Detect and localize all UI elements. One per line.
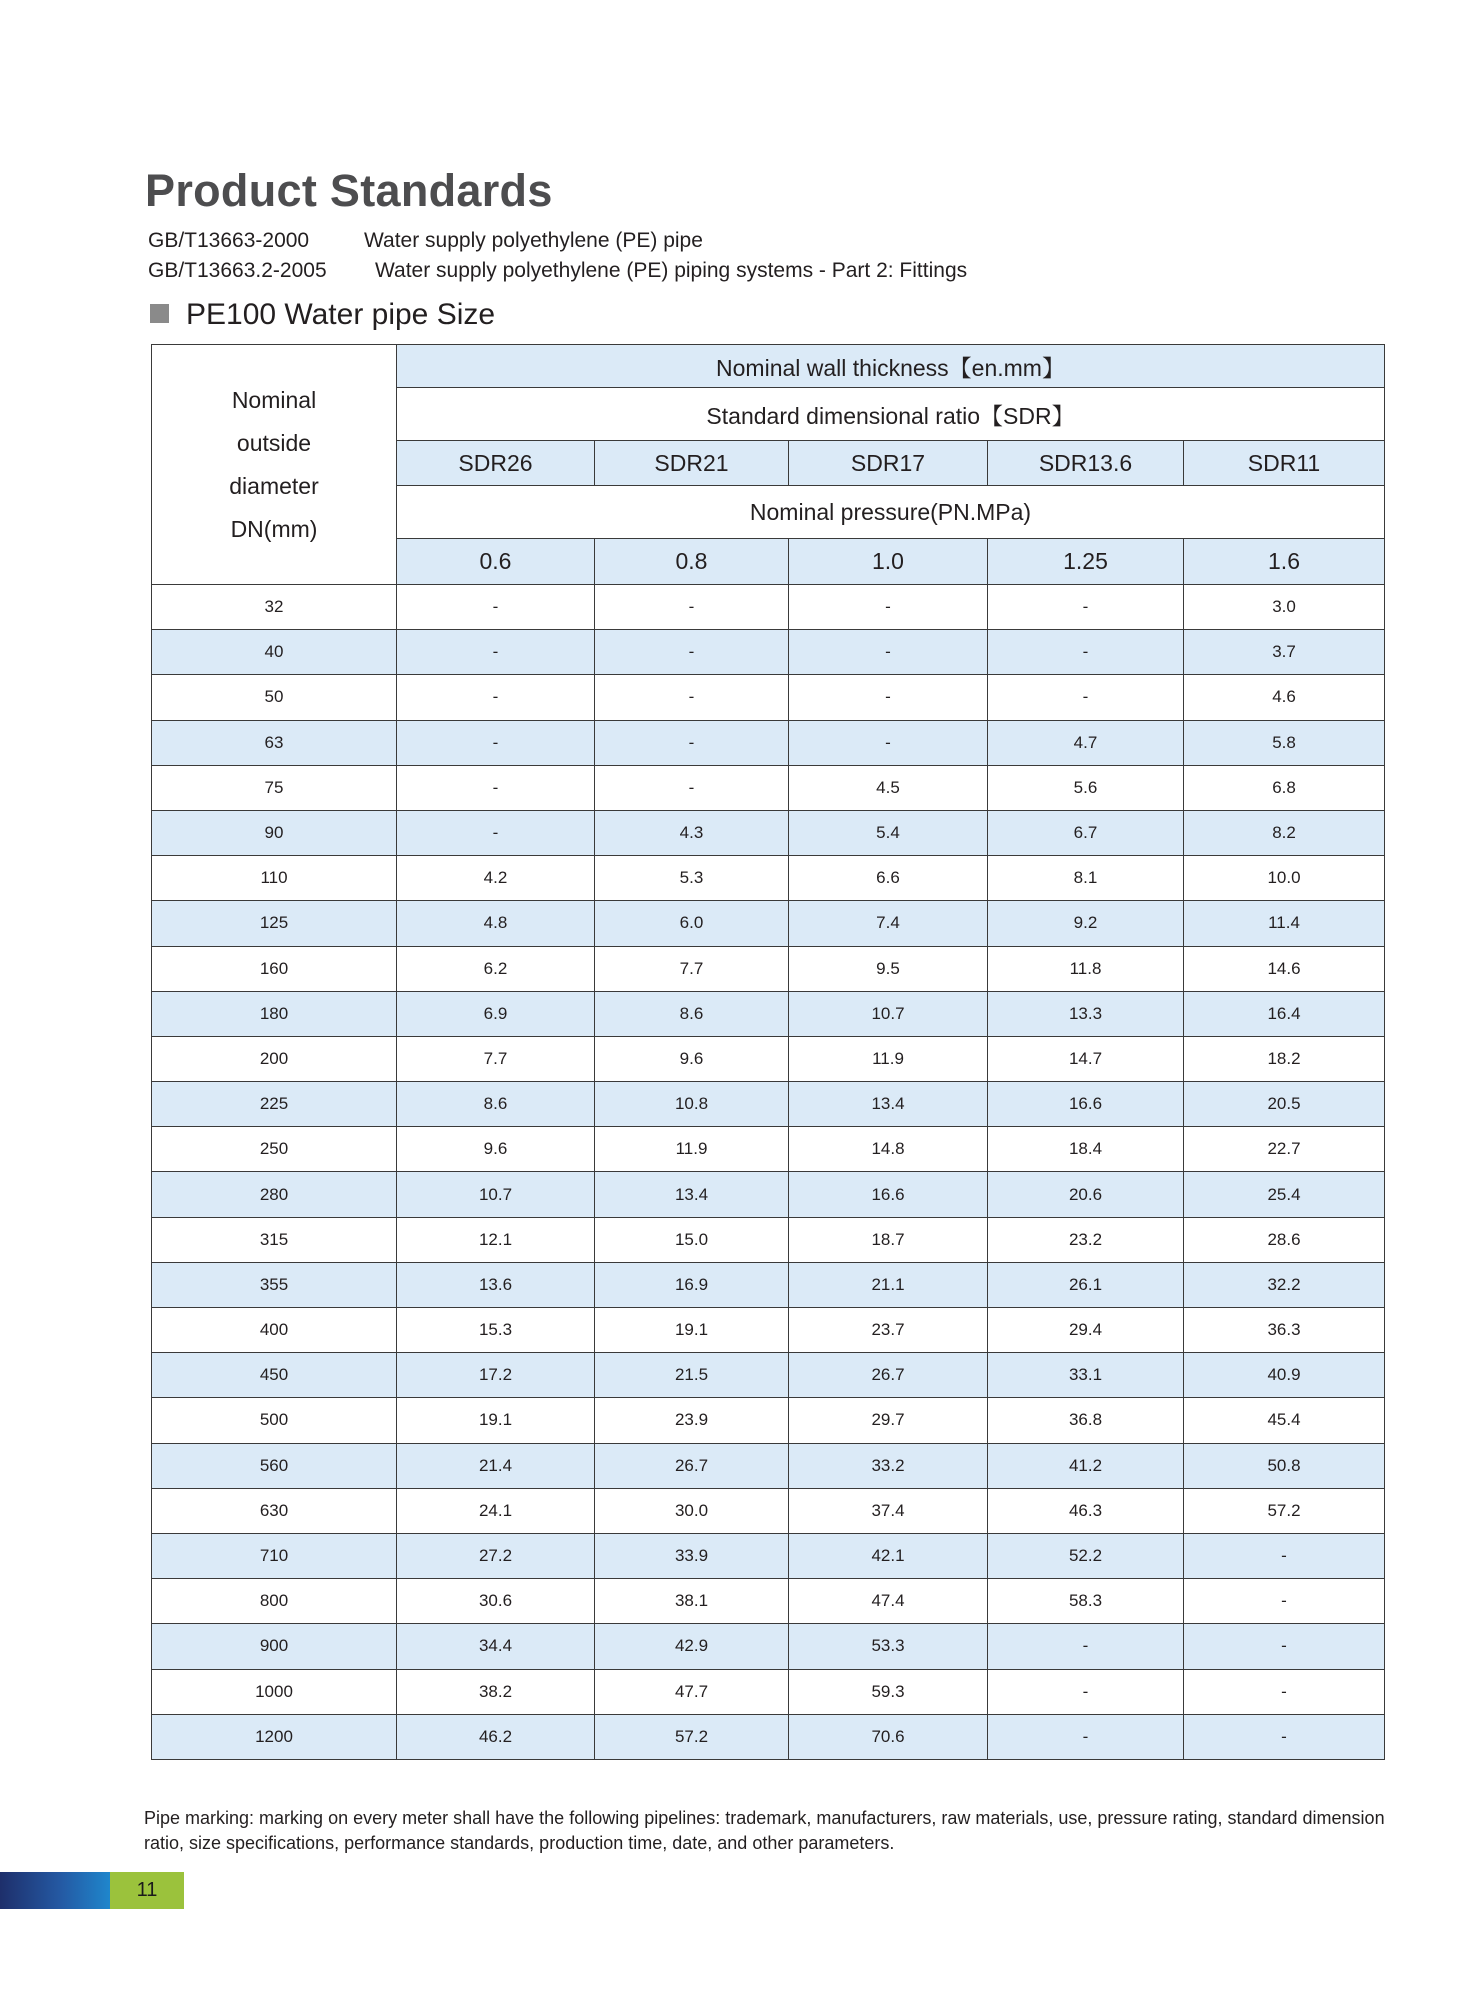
dn-cell: 800 (152, 1579, 397, 1624)
thickness-cell: 28.6 (1184, 1217, 1385, 1262)
thickness-cell: - (595, 585, 789, 630)
thickness-cell: 9.5 (789, 946, 988, 991)
dn-cell: 355 (152, 1262, 397, 1307)
thickness-cell: 46.2 (397, 1714, 595, 1759)
square-bullet-icon (150, 304, 169, 323)
thickness-cell: 6.9 (397, 991, 595, 1036)
table-row (152, 1533, 1385, 1578)
dn-cell: 40 (152, 630, 397, 675)
thickness-cell: - (988, 1624, 1184, 1669)
standard-code: GB/T13663-2000 (148, 229, 310, 252)
sdr-header: Standard dimensional ratio【SDR】 (397, 388, 1385, 441)
sdr-column-header: SDR21 (595, 441, 789, 486)
section-heading (150, 298, 495, 332)
thickness-cell: - (397, 675, 595, 720)
thickness-cell: - (789, 630, 988, 675)
thickness-cell: 20.6 (988, 1172, 1184, 1217)
thickness-cell: - (789, 675, 988, 720)
table-row (152, 720, 1385, 765)
thickness-cell: 42.1 (789, 1533, 988, 1578)
page-title: Product Standards (145, 165, 553, 216)
thickness-cell: 11.9 (595, 1127, 789, 1172)
thickness-cell: 5.3 (595, 856, 789, 901)
dn-cell: 710 (152, 1533, 397, 1578)
thickness-cell: 6.7 (988, 810, 1184, 855)
thickness-cell: - (397, 765, 595, 810)
thickness-cell: 33.9 (595, 1533, 789, 1578)
thickness-cell: - (397, 585, 595, 630)
thickness-cell: 26.7 (789, 1353, 988, 1398)
dn-cell: 90 (152, 810, 397, 855)
dn-cell: 630 (152, 1488, 397, 1533)
thickness-cell: 5.6 (988, 765, 1184, 810)
pressure-column-header: 0.8 (595, 539, 789, 585)
thickness-cell: 10.7 (397, 1172, 595, 1217)
pipe-marking-note: Pipe marking: marking on every meter shall have the following pipelines: trademark, manufacturers, raw materials, use, pressure rating, standard dimension ratio, size specifications, performance standards, production time, date, and other parameters. (144, 1808, 1385, 1853)
thickness-cell: 14.8 (789, 1127, 988, 1172)
thickness-cell: 8.6 (397, 1082, 595, 1127)
thickness-cell: 16.4 (1184, 991, 1385, 1036)
dn-cell: 110 (152, 856, 397, 901)
thickness-cell: - (595, 675, 789, 720)
table-row (152, 1308, 1385, 1353)
thickness-cell: 19.1 (595, 1308, 789, 1353)
pressure-column-header: 1.25 (988, 539, 1184, 585)
dn-cell: 160 (152, 946, 397, 991)
table-row (152, 901, 1385, 946)
standard-code: GB/T13663.2-2005 (148, 259, 327, 282)
thickness-cell: 15.3 (397, 1308, 595, 1353)
thickness-cell: - (789, 720, 988, 765)
dn-cell: 560 (152, 1443, 397, 1488)
thickness-cell: 46.3 (988, 1488, 1184, 1533)
table-row (152, 585, 1385, 630)
thickness-cell: - (595, 765, 789, 810)
thickness-cell: - (1184, 1624, 1385, 1669)
thickness-cell: 4.5 (789, 765, 988, 810)
thickness-cell: 7.7 (595, 946, 789, 991)
thickness-cell: - (1184, 1579, 1385, 1624)
thickness-cell: 41.2 (988, 1443, 1184, 1488)
thickness-cell: 36.8 (988, 1398, 1184, 1443)
sdr-column-header: SDR17 (789, 441, 988, 486)
thickness-cell: 8.1 (988, 856, 1184, 901)
dn-cell: 63 (152, 720, 397, 765)
table-row (152, 1353, 1385, 1398)
thickness-cell: 27.2 (397, 1533, 595, 1578)
thickness-cell: 17.2 (397, 1353, 595, 1398)
thickness-cell: 7.4 (789, 901, 988, 946)
dn-cell: 1200 (152, 1714, 397, 1759)
wall-thickness-header: Nominal wall thickness【en.mm】 (397, 345, 1385, 388)
table-body (152, 585, 1385, 1760)
thickness-cell: 18.2 (1184, 1036, 1385, 1081)
dn-cell: 400 (152, 1308, 397, 1353)
table-row (152, 765, 1385, 810)
pipe-size-table (151, 344, 1385, 1760)
thickness-cell: - (1184, 1669, 1385, 1714)
thickness-cell: 25.4 (1184, 1172, 1385, 1217)
thickness-cell: 21.4 (397, 1443, 595, 1488)
standard-description: Water supply polyethylene (PE) piping systems - Part 2: Fittings (375, 259, 968, 282)
thickness-cell: 4.3 (595, 810, 789, 855)
thickness-cell: - (397, 630, 595, 675)
table-row (152, 675, 1385, 720)
thickness-cell: - (1184, 1533, 1385, 1578)
pressure-column-header: 1.0 (789, 539, 988, 585)
table-row (152, 630, 1385, 675)
thickness-cell: 33.2 (789, 1443, 988, 1488)
thickness-cell: 40.9 (1184, 1353, 1385, 1398)
thickness-cell: 45.4 (1184, 1398, 1385, 1443)
dn-header-line: DN(mm) (230, 515, 318, 542)
pressure-header: Nominal pressure(PN.MPa) (397, 486, 1385, 539)
thickness-cell: - (397, 810, 595, 855)
thickness-cell: 11.8 (988, 946, 1184, 991)
page-number: 11 (110, 1872, 184, 1909)
thickness-cell: 38.1 (595, 1579, 789, 1624)
thickness-cell: 70.6 (789, 1714, 988, 1759)
thickness-cell: 13.4 (595, 1172, 789, 1217)
thickness-cell: - (397, 720, 595, 765)
table-row (152, 946, 1385, 991)
table-row (152, 1036, 1385, 1081)
table-row (152, 810, 1385, 855)
thickness-cell: 9.6 (595, 1036, 789, 1081)
dn-cell: 500 (152, 1398, 397, 1443)
thickness-cell: 11.4 (1184, 901, 1385, 946)
thickness-cell: 33.1 (988, 1353, 1184, 1398)
dn-cell: 225 (152, 1082, 397, 1127)
thickness-cell: 12.1 (397, 1217, 595, 1262)
thickness-cell: 26.7 (595, 1443, 789, 1488)
thickness-cell: 9.2 (988, 901, 1184, 946)
thickness-cell: 42.9 (595, 1624, 789, 1669)
thickness-cell: 16.9 (595, 1262, 789, 1307)
table-row (152, 991, 1385, 1036)
thickness-cell: 26.1 (988, 1262, 1184, 1307)
table-row (152, 1669, 1385, 1714)
table-row (152, 1217, 1385, 1262)
thickness-cell: 7.7 (397, 1036, 595, 1081)
thickness-cell: 50.8 (1184, 1443, 1385, 1488)
thickness-cell: - (988, 675, 1184, 720)
thickness-cell: 57.2 (1184, 1488, 1385, 1533)
dn-cell: 315 (152, 1217, 397, 1262)
thickness-cell: 4.2 (397, 856, 595, 901)
dn-header-line: diameter (229, 472, 319, 499)
thickness-cell: 5.8 (1184, 720, 1385, 765)
thickness-cell: 6.0 (595, 901, 789, 946)
dn-cell: 450 (152, 1353, 397, 1398)
thickness-cell: 8.6 (595, 991, 789, 1036)
thickness-cell: 13.6 (397, 1262, 595, 1307)
dn-cell: 50 (152, 675, 397, 720)
thickness-cell: 53.3 (789, 1624, 988, 1669)
dn-header-line: outside (236, 429, 312, 456)
table-row (152, 1262, 1385, 1307)
thickness-cell: 14.7 (988, 1036, 1184, 1081)
thickness-cell: 6.8 (1184, 765, 1385, 810)
standard-line (148, 256, 967, 286)
thickness-cell: 47.4 (789, 1579, 988, 1624)
thickness-cell: - (988, 1669, 1184, 1714)
sdr-column-header: SDR11 (1184, 441, 1385, 486)
thickness-cell: 24.1 (397, 1488, 595, 1533)
thickness-cell: 37.4 (789, 1488, 988, 1533)
thickness-cell: 29.7 (789, 1398, 988, 1443)
thickness-cell: 32.2 (1184, 1262, 1385, 1307)
thickness-cell: 47.7 (595, 1669, 789, 1714)
thickness-cell: 6.2 (397, 946, 595, 991)
table-row (152, 1579, 1385, 1624)
thickness-cell: 52.2 (988, 1533, 1184, 1578)
thickness-cell: 19.1 (397, 1398, 595, 1443)
thickness-cell: 57.2 (595, 1714, 789, 1759)
thickness-cell: 5.4 (789, 810, 988, 855)
thickness-cell: 30.0 (595, 1488, 789, 1533)
thickness-cell: 29.4 (988, 1308, 1184, 1353)
dn-cell: 200 (152, 1036, 397, 1081)
thickness-cell: - (988, 630, 1184, 675)
thickness-cell: 30.6 (397, 1579, 595, 1624)
standard-description: Water supply polyethylene (PE) pipe (364, 229, 703, 252)
dn-header-line: Nominal (231, 386, 317, 413)
thickness-cell: - (789, 585, 988, 630)
thickness-cell: 18.7 (789, 1217, 988, 1262)
table-row (152, 1443, 1385, 1488)
thickness-cell: 36.3 (1184, 1308, 1385, 1353)
thickness-cell: 38.2 (397, 1669, 595, 1714)
dn-cell: 280 (152, 1172, 397, 1217)
dn-header-cell (152, 345, 397, 585)
standard-line (148, 226, 967, 256)
thickness-cell: 13.4 (789, 1082, 988, 1127)
dn-cell: 900 (152, 1624, 397, 1669)
thickness-cell: 23.9 (595, 1398, 789, 1443)
thickness-cell: 4.6 (1184, 675, 1385, 720)
dn-cell: 125 (152, 901, 397, 946)
thickness-cell: - (595, 720, 789, 765)
thickness-cell: 34.4 (397, 1624, 595, 1669)
sdr-column-header: SDR26 (397, 441, 595, 486)
thickness-cell: 9.6 (397, 1127, 595, 1172)
footer-color-bar (0, 1872, 110, 1909)
pressure-column-header: 0.6 (397, 539, 595, 585)
table-row (152, 856, 1385, 901)
table-row (152, 1714, 1385, 1759)
thickness-cell: 13.3 (988, 991, 1184, 1036)
table-row (152, 1172, 1385, 1217)
thickness-cell: 23.7 (789, 1308, 988, 1353)
thickness-cell: 11.9 (789, 1036, 988, 1081)
thickness-cell: 21.5 (595, 1353, 789, 1398)
sdr-column-header: SDR13.6 (988, 441, 1184, 486)
standards-list (148, 226, 967, 286)
dn-cell: 32 (152, 585, 397, 630)
thickness-cell: 22.7 (1184, 1127, 1385, 1172)
thickness-cell: 10.0 (1184, 856, 1385, 901)
dn-cell: 180 (152, 991, 397, 1036)
thickness-cell: 58.3 (988, 1579, 1184, 1624)
thickness-cell: 15.0 (595, 1217, 789, 1262)
table-row (152, 1127, 1385, 1172)
thickness-cell: 4.8 (397, 901, 595, 946)
thickness-cell: 14.6 (1184, 946, 1385, 991)
thickness-cell: - (988, 1714, 1184, 1759)
thickness-cell: - (1184, 1714, 1385, 1759)
thickness-cell: 20.5 (1184, 1082, 1385, 1127)
thickness-cell: 10.8 (595, 1082, 789, 1127)
thickness-cell: 16.6 (988, 1082, 1184, 1127)
thickness-cell: 3.7 (1184, 630, 1385, 675)
thickness-cell: 3.0 (1184, 585, 1385, 630)
thickness-cell: 21.1 (789, 1262, 988, 1307)
thickness-cell: 18.4 (988, 1127, 1184, 1172)
thickness-cell: 10.7 (789, 991, 988, 1036)
pressure-column-header: 1.6 (1184, 539, 1385, 585)
table-row (152, 1488, 1385, 1533)
thickness-cell: 59.3 (789, 1669, 988, 1714)
thickness-cell: 16.6 (789, 1172, 988, 1217)
thickness-cell: - (595, 630, 789, 675)
dn-cell: 250 (152, 1127, 397, 1172)
thickness-cell: 8.2 (1184, 810, 1385, 855)
thickness-cell: 4.7 (988, 720, 1184, 765)
section-title: PE100 Water pipe Size (186, 298, 496, 331)
thickness-cell: - (988, 585, 1184, 630)
table-row (152, 1624, 1385, 1669)
table-row (152, 1398, 1385, 1443)
thickness-cell: 6.6 (789, 856, 988, 901)
dn-cell: 75 (152, 765, 397, 810)
dn-cell: 1000 (152, 1669, 397, 1714)
table-row (152, 1082, 1385, 1127)
thickness-cell: 23.2 (988, 1217, 1184, 1262)
